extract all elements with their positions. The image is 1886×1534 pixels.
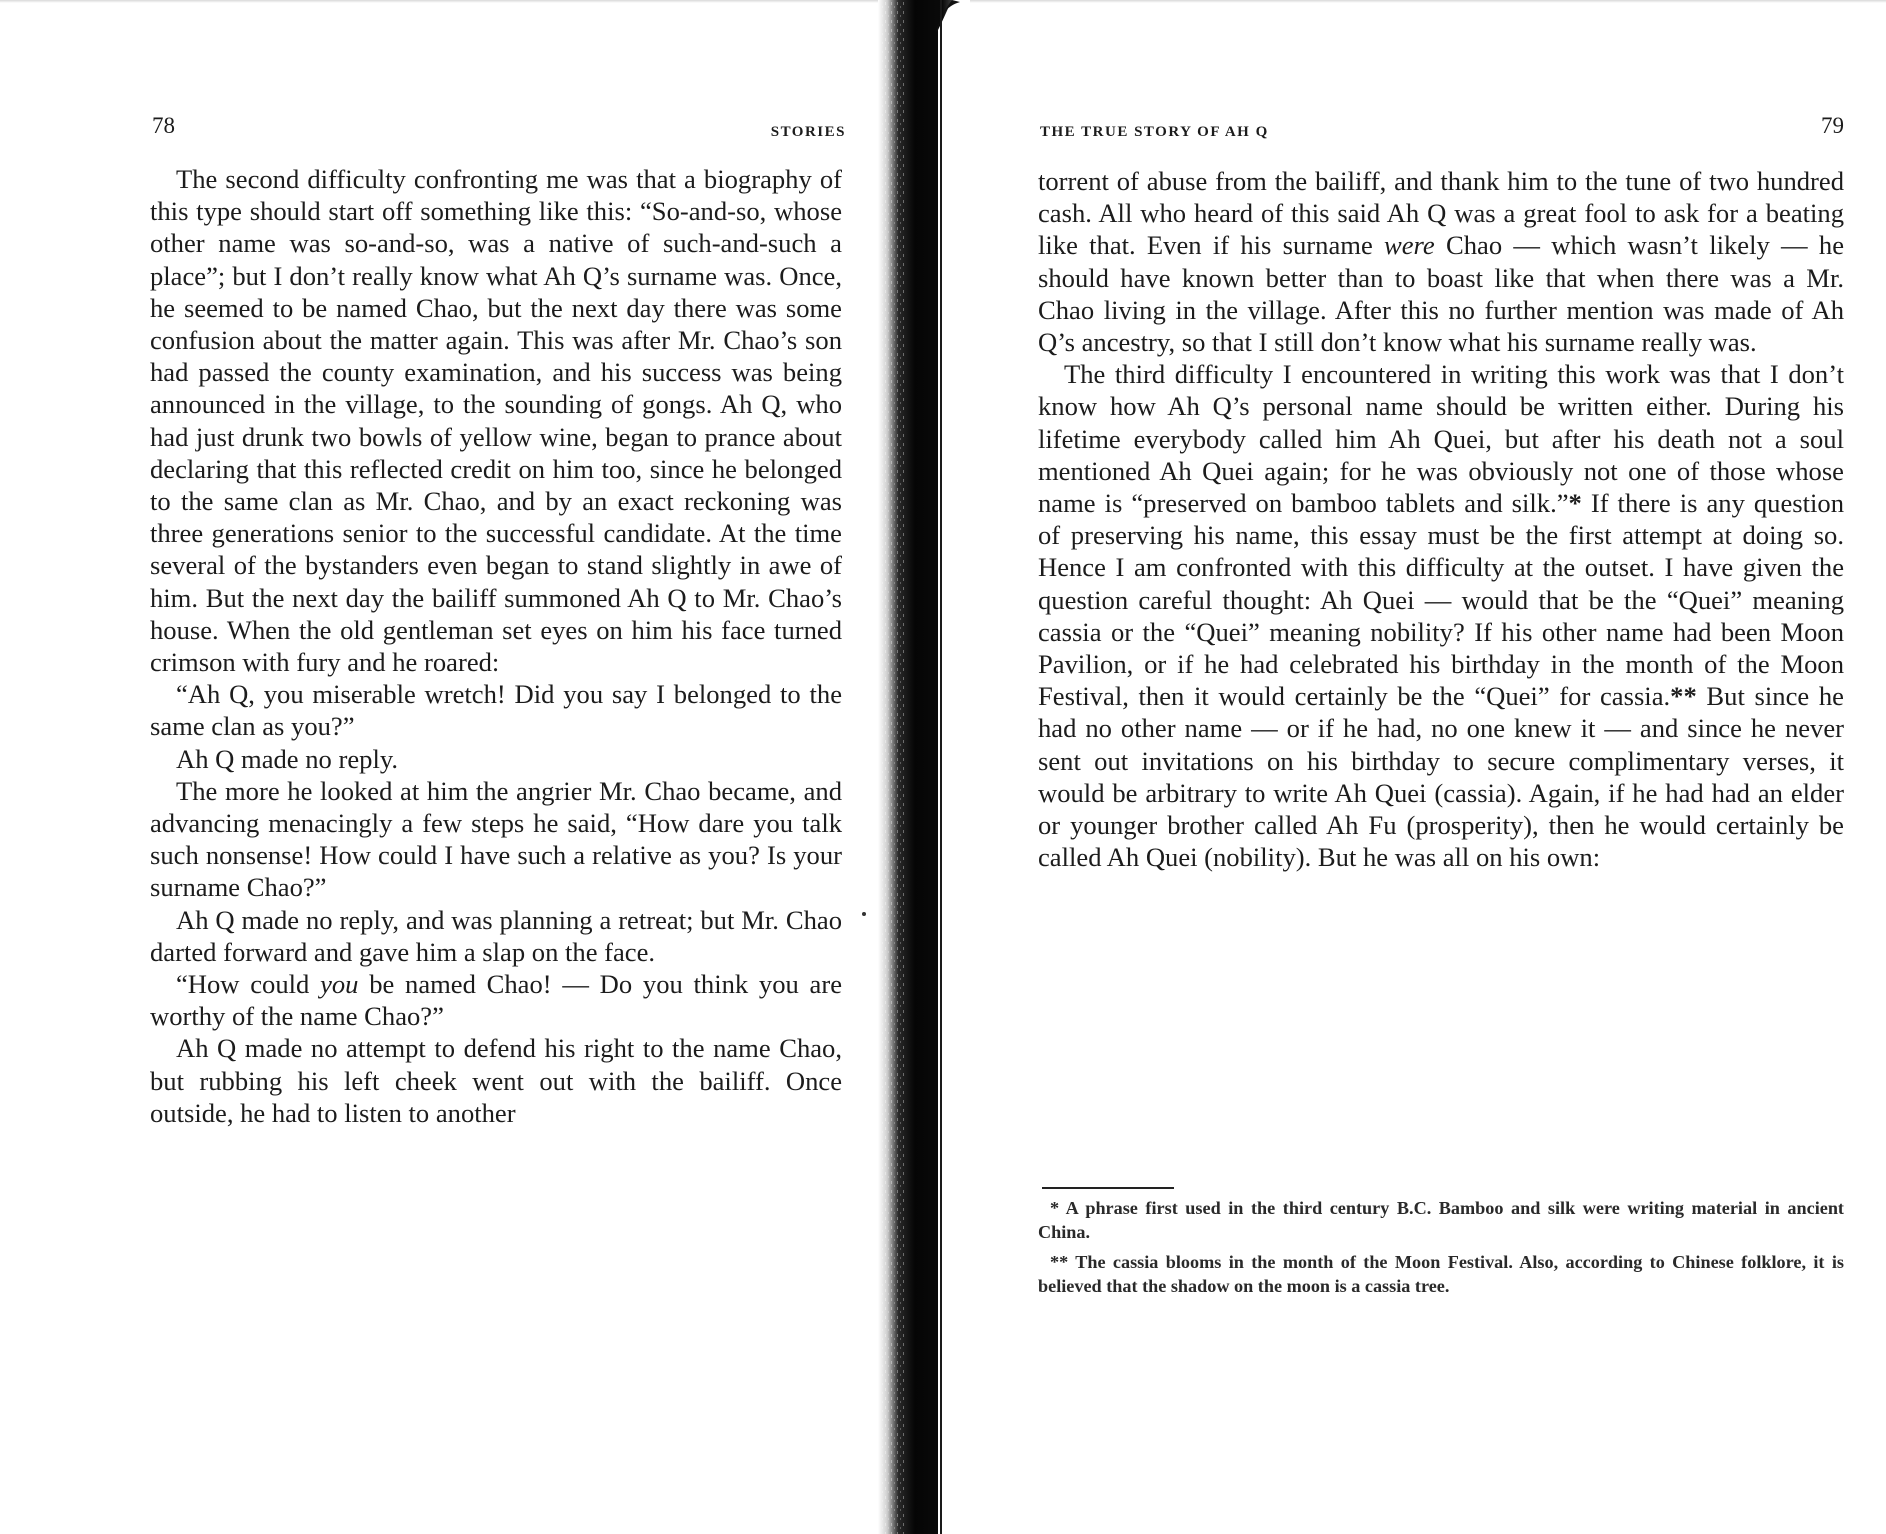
left-body-text bbox=[150, 163, 842, 1129]
footnote-marker: * bbox=[1568, 488, 1582, 519]
footnote-rule bbox=[1042, 1187, 1174, 1189]
left-page-number: 78 bbox=[152, 113, 175, 138]
emphasized-word: you bbox=[320, 969, 359, 1000]
footnotes bbox=[1038, 1196, 1844, 1304]
paragraph bbox=[1038, 165, 1844, 358]
paragraph: Ah Q made no reply, and was planning a retreat; but Mr. Chao darted forward and gave him a slap on the face. bbox=[150, 904, 842, 967]
left-page bbox=[0, 0, 880, 1534]
emphasized-word: were bbox=[1384, 230, 1435, 261]
footnote: ** The cassia blooms in the month of the Moon Festival. Also, according to Chinese folklore, it is believed that the shadow on the moon is a cassia tree. bbox=[1038, 1252, 1844, 1296]
paragraph: The second difficulty confronting me was that a biography of this type should start off something like this: “So-and-so, whose other name was so-and-so, was a native of such-and-such a place”; but I don’t really know what Ah Q’s surname was. Once, he seemed to be named Chao, but the next day there was some confusion about the matter again. This was after Mr. Chao’s son had passed the county examination, and his success was being announced in the village, to the sounding of gongs. Ah Q, who had just drunk two bowls of yellow wine, began to prance about declaring that this reflected credit on him too, since he belonged to the same clan as Mr. Chao, and by an exact reckoning was three generations senior to the successful candidate. At the time several of the bystanders even began to stand slightly in awe of him. But the next day the bailiff summoned Ah Q to Mr. Chao’s house. When the old gentleman set eyes on him his face turned crimson with fury and he roared: bbox=[150, 164, 842, 678]
paragraph-text: Chao — which wasn’t likely — he should have known better than to boast like that when there was a Mr. Chao living in the village. After this no further mention was made of Ah Q’s ancestry, so that I still don’t know what his surname really was. bbox=[1038, 230, 1844, 358]
footnote: * A phrase first used in the third century B.C. Bamboo and silk were writing material in ancient China. bbox=[1038, 1198, 1844, 1242]
paragraph bbox=[1038, 358, 1844, 873]
paragraph bbox=[150, 968, 842, 1032]
right-page bbox=[960, 0, 1886, 1534]
right-running-title: THE TRUE STORY OF AH Q bbox=[1040, 124, 1269, 140]
quote-text: “How could bbox=[176, 969, 321, 1000]
paragraph: Ah Q made no reply. bbox=[176, 743, 399, 774]
paragraph: Ah Q made no attempt to defend his right to the name Chao, but rubbing his left cheek went out with the bailiff. Once outside, he had to listen to another bbox=[150, 1033, 842, 1128]
paragraph: The more he looked at him the angrier Mr. Chao became, and advancing menacingly a few steps he said, “How dare you talk such nonsense! How could I have such a relative as you? Is your surname Chao?” bbox=[150, 775, 842, 903]
book-gutter-shadow bbox=[878, 0, 970, 1534]
paragraph-text: torrent of abuse from the bailiff, and thank him to the tune of two hundred cash. All who heard of this said Ah Q was a great fool to ask for a beating like that. Even if his surname bbox=[1038, 166, 1844, 261]
paragraph-text: If there is any question of preserving his name, this essay must be the first attempt at doing so. Hence I am confronted with this difficulty at the outset. I have given the question careful thought: Ah Quei — would that be the “Quei” meaning cassia or the “Quei” meaning nobility? If his other name had been Moon Pavilion, or if he had celebrated his birthday in the month of the Moon Festival, then it would certainly be the “Quei” for cassia. bbox=[1038, 488, 1844, 712]
right-body-text bbox=[1038, 165, 1844, 873]
left-running-title: STORIES bbox=[770, 124, 846, 140]
right-page-number: 79 bbox=[1821, 113, 1844, 138]
footnote-marker: ** bbox=[1670, 681, 1697, 712]
paragraph-text: But since he had no other name — or if he had, no one knew it — and since he never sent out invitations on his birthday to secure complimentary verses, it would be arbitrary to write Ah Quei (cassia). Again, if he had had an elder or younger brother called Ah Fu (prosperity), then he would certainly be called Ah Quei (nobility). But he was all on his own: bbox=[1038, 681, 1844, 873]
ink-speck bbox=[862, 912, 866, 916]
paragraph: “Ah Q, you miserable wretch! Did you say I belonged to the same clan as you?” bbox=[150, 679, 842, 742]
paragraph-text: The third difficulty I encountered in writing this work was that I don’t know how Ah Q’s personal name should be written either. During his lifetime everybody called him Ah Quei, but after his death not a soul mentioned Ah Quei again; for he was obviously not one of those whose name is “preserved on bamboo tablets and silk.” bbox=[1038, 359, 1844, 519]
quote-text: be named Chao! — Do you think you are worthy of the name Chao?” bbox=[150, 969, 843, 1032]
